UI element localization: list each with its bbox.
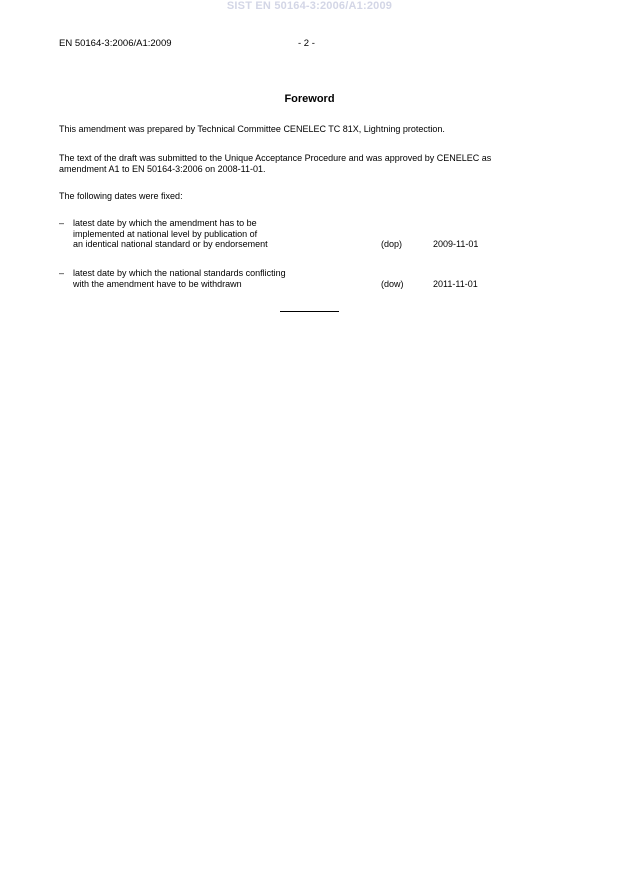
document-reference: EN 50164-3:2006/A1:2009 (59, 38, 172, 49)
description-line: an identical national standard or by endorsement (73, 239, 268, 249)
date-item-dop (59, 218, 559, 252)
date-value: 2009-11-01 (433, 239, 479, 249)
description-line: latest date by which the national standards conflicting (73, 268, 286, 278)
description-line: implemented at national level by publication of (73, 228, 258, 239)
paragraph-approval-line: amendment A1 to EN 50164-3:2006 on 2008-11-01. (59, 163, 266, 174)
paragraph-approval-line: The text of the draft was submitted to the Unique Acceptance Procedure and was approved by CENELEC as (59, 153, 492, 163)
list-bullet: – (59, 268, 65, 278)
date-code: (dow) (381, 279, 404, 289)
date-value: 2011-11-01 (433, 279, 478, 289)
end-rule (280, 311, 339, 312)
paragraph-dates-intro: The following dates were fixed: (59, 191, 183, 201)
paragraph-preparation: This amendment was prepared by Technical Committee CENELEC TC 81X, Lightning protection. (59, 124, 445, 134)
description-line: with the amendment have to be withdrawn (73, 278, 242, 289)
paragraph-approval (59, 153, 491, 174)
watermark: SIST EN 50164-3:2006/A1:2009 (226, 0, 393, 12)
description-line: latest date by which the amendment has to be (73, 218, 257, 228)
date-item-description (73, 218, 268, 250)
date-item-dow (59, 268, 559, 292)
page-number: - 2 - (298, 38, 315, 49)
date-item-description (73, 268, 286, 289)
section-title: Foreword (284, 93, 335, 105)
list-bullet: – (59, 218, 65, 228)
date-code: (dop) (381, 239, 403, 249)
